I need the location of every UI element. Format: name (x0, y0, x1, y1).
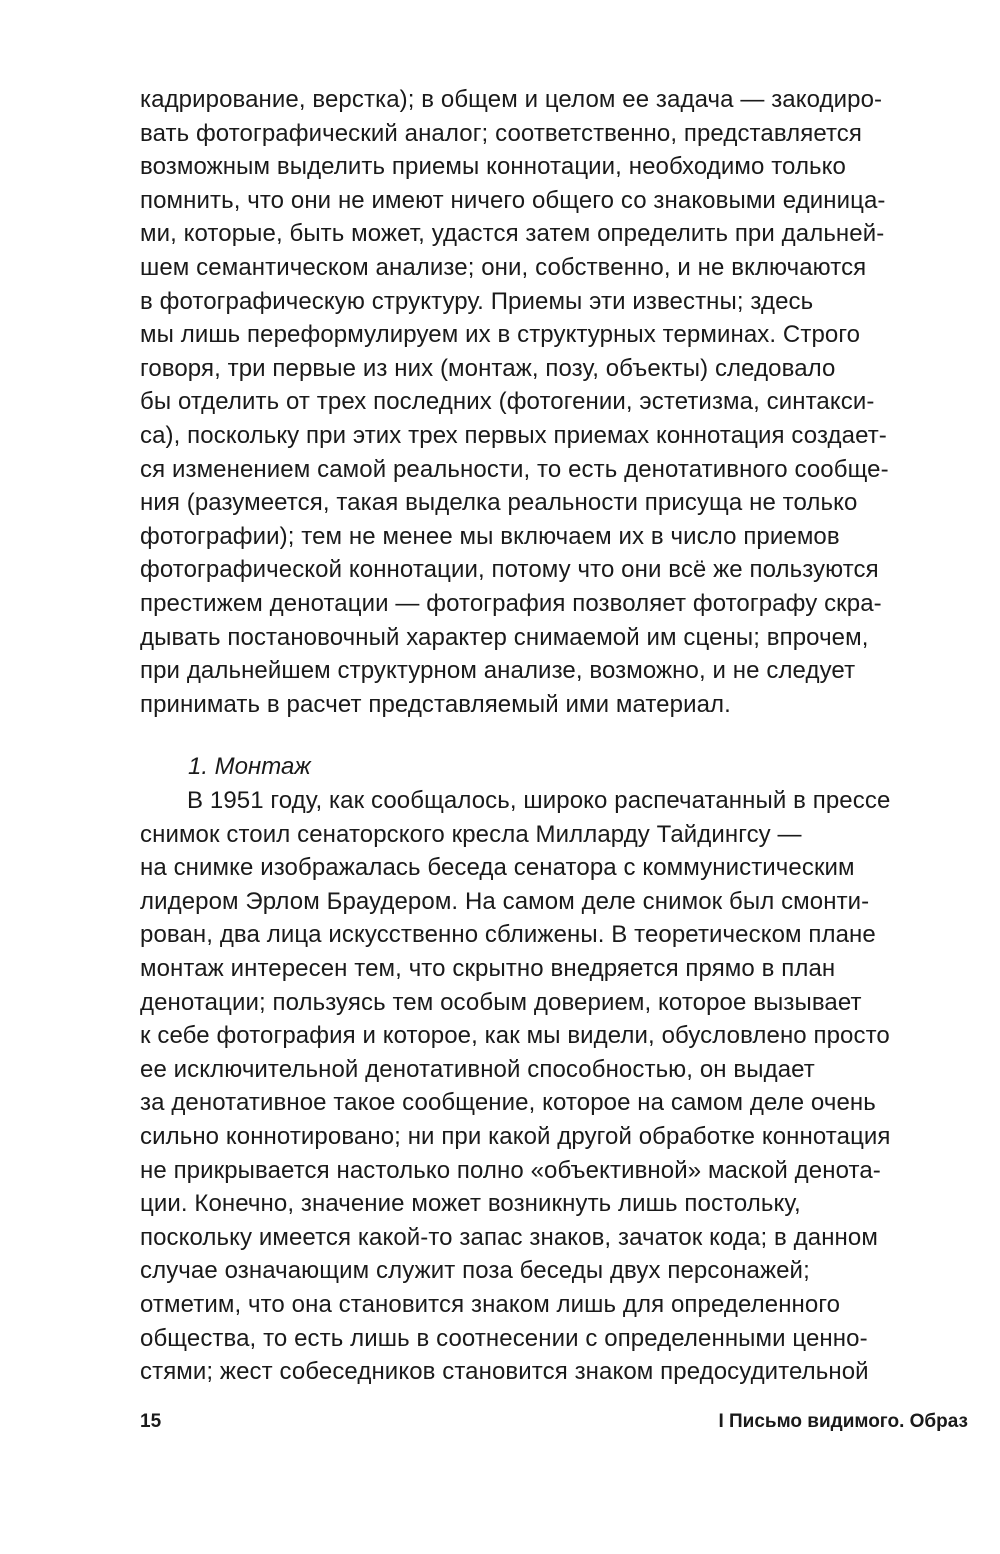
text-line: В 1951 году, как сообщалось, широко распечатанный в прессе (187, 787, 891, 814)
text-line: ния (разумеется, такая выделка реальности присуща не только (140, 489, 858, 517)
text-line: сильно коннотировано; ни при какой другой обработке коннотация (140, 1122, 891, 1150)
text-line: фотографии); тем не менее мы включаем их в число приемов (140, 522, 840, 550)
text-line: денотации; пользуясь тем особым доверием, которое вызывает (140, 988, 862, 1016)
text-line: отметим, что она становится знаком лишь для определенного (140, 1290, 841, 1318)
text-line: дывать постановочный характер снимаемой им сцены; впрочем, (140, 623, 869, 651)
text-line: ся изменением самой реальности, то есть денотативного сообще- (140, 455, 889, 483)
text-line: принимать в расчет представляемый ими материал. (140, 690, 731, 718)
text-line: престижем денотации — фотография позволяет фотографу скра- (140, 589, 882, 617)
section-heading: 1. Монтаж (188, 753, 311, 780)
text-line: к себе фотография и которое, как мы видели, обусловлено просто (140, 1022, 890, 1050)
text-line: фотографической коннотации, потому что они всё же пользуются (140, 556, 879, 584)
text-line: общества, то есть лишь в соотнесении с определенными ценно- (140, 1324, 868, 1352)
page-footer (140, 1407, 968, 1437)
text-line: стями; жест собеседников становится знаком предосудительной (140, 1358, 869, 1386)
text-line: снимок стоил сенаторского кресла Милларду Тайдингсу — (140, 820, 802, 848)
text-line: ее исключительной денотативной способностью, он выдает (140, 1055, 815, 1083)
text-line: кадрирование, верстка); в общем и целом ее задача — закодиро- (140, 86, 883, 113)
text-line: возможным выделить приемы коннотации, необходимо только (140, 153, 846, 181)
text-line: рован, два лица искусственно сближены. В теоретическом плане (140, 921, 876, 949)
text-line: вать фотографический аналог; соответственно, представляется (140, 119, 862, 147)
text-line: помнить, что они не имеют ничего общего со знаковыми единица- (140, 186, 886, 214)
text-line: случае означающим служит поза беседы двух персонажей; (140, 1257, 810, 1285)
text-line: мы лишь переформулируем их в структурных терминах. Строго (140, 321, 861, 349)
text-line: лидером Эрлом Браудером. На самом деле снимок был смонти- (140, 887, 870, 915)
running-title: I Письмо видимого. Образ (718, 1411, 968, 1432)
text-line: бы отделить от трех последних (фотогении, эстетизма, синтакси- (140, 388, 875, 416)
text-line: са), поскольку при этих трех первых приемах коннотация создает- (140, 421, 887, 449)
text-line: ции. Конечно, значение может возникнуть лишь постольку, (140, 1190, 801, 1218)
text-line: монтаж интересен тем, что скрытно внедряется прямо в план (140, 954, 836, 982)
text-line: ми, которые, быть может, удастся затем определить при дальней- (140, 220, 885, 248)
text-line: шем семантическом анализе; они, собственно, и не включаются (140, 253, 867, 281)
text-line: при дальнейшем структурном анализе, возможно, и не следует (140, 657, 856, 685)
paragraph-1 (140, 83, 970, 721)
text-line: в фотографическую структуру. Приемы эти известны; здесь (140, 287, 814, 315)
text-line: не прикрывается настолько полно «объективной» маской денота- (140, 1156, 881, 1184)
text-line: поскольку имеется какой-то запас знаков, зачаток кода; в данном (140, 1223, 878, 1251)
text-line: говоря, три первые из них (монтаж, позу, объекты) следовало (140, 354, 836, 382)
paragraph-2 (140, 784, 970, 1389)
text-line: за денотативное такое сообщение, которое на самом деле очень (140, 1089, 876, 1117)
page-number: 15 (140, 1411, 162, 1432)
text-line: на снимке изображалась беседа сенатора с коммунистическим (140, 854, 855, 882)
